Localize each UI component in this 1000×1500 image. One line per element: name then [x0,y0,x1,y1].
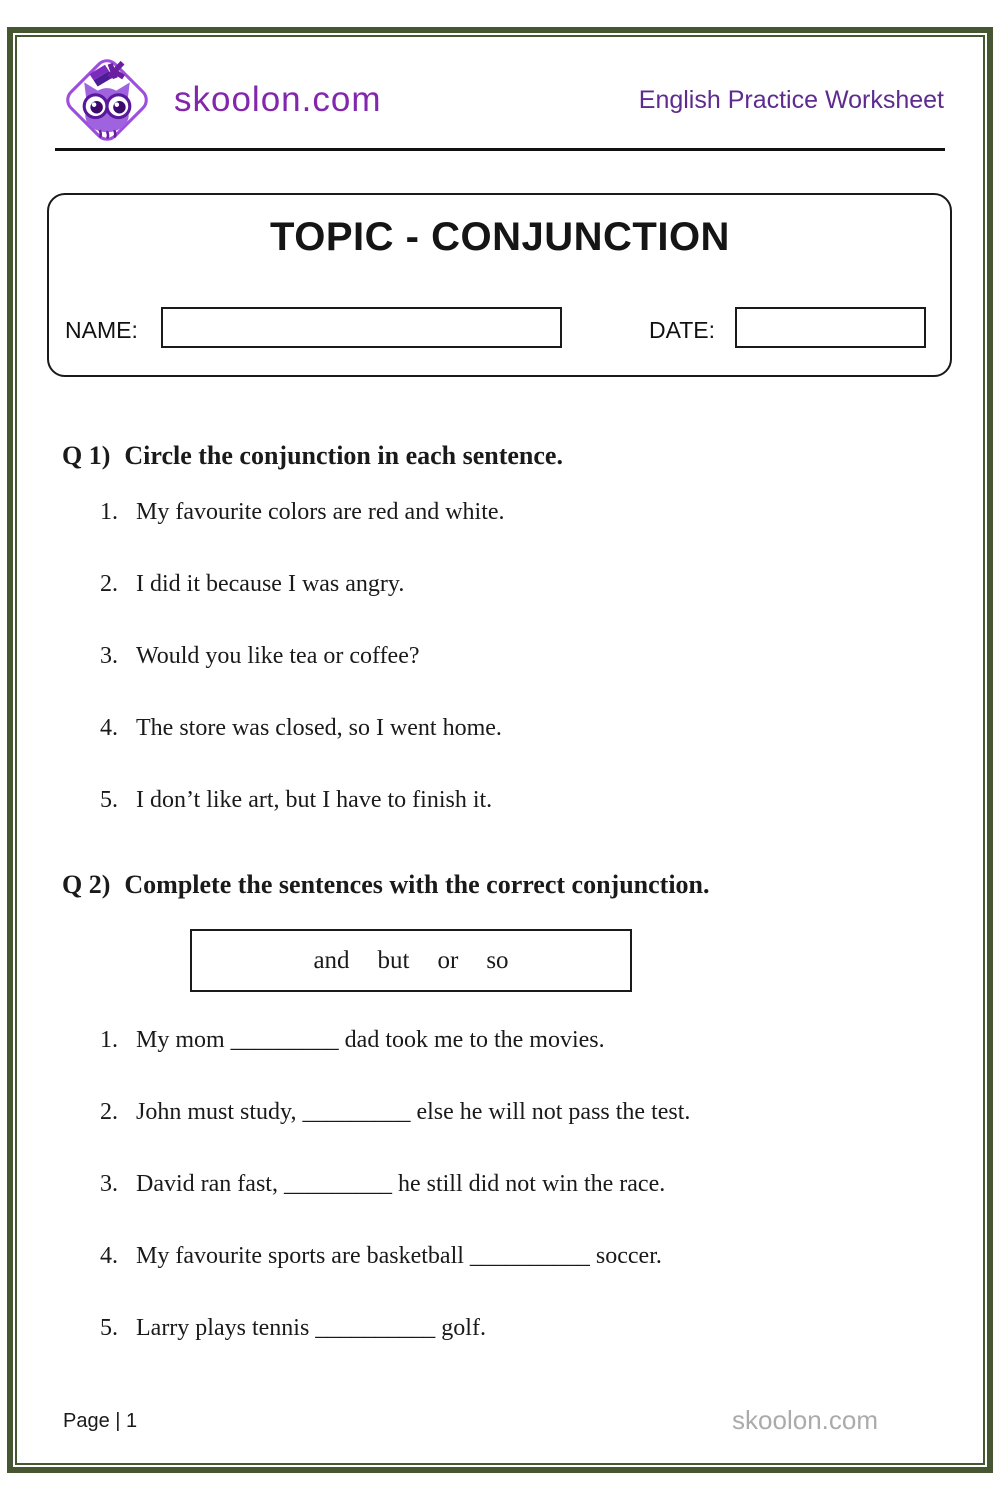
word-bank-word: but [377,946,410,974]
list-item [100,1096,960,1168]
q2-heading [62,870,710,900]
q2-label: Q 2) [62,870,111,899]
date-input[interactable] [735,307,926,348]
name-label: NAME: [65,317,138,343]
item-number: 1. [100,1027,118,1053]
footer-watermark: skoolon.com [732,1405,878,1435]
item-number: 4. [100,1243,118,1269]
item-number: 1. [100,499,118,525]
item-sentence: My favourite sports are basketball __________ soccer. [136,1243,662,1269]
q1-sentence-list [100,496,960,856]
item-sentence: The store was closed, so I went home. [136,715,502,741]
page-number: Page | 1 [63,1410,138,1432]
logo-text: skoolon.com [174,80,382,119]
item-sentence: My mom _________ dad took me to the movies. [136,1027,605,1053]
list-item [100,1312,960,1384]
word-bank-box [190,929,632,992]
owl-logo-icon [50,43,164,157]
item-sentence: John must study, _________ else he will not pass the test. [136,1099,691,1125]
item-number: 2. [100,571,118,597]
item-sentence: David ran fast, _________ he still did not win the race. [136,1171,666,1197]
q1-label: Q 1) [62,441,111,470]
header-divider [55,148,945,151]
item-number: 5. [100,787,118,813]
list-item [100,640,960,712]
item-sentence: I don’t like art, but I have to finish it. [136,787,493,813]
page-title: TOPIC - CONJUNCTION [270,215,730,259]
q2-sentence-list [100,1024,960,1384]
q1-instruction: Circle the conjunction in each sentence. [124,441,563,470]
item-number: 3. [100,643,118,669]
date-label: DATE: [649,317,716,343]
list-item [100,1024,960,1096]
q1-heading [62,441,563,471]
item-sentence: My favourite colors are red and white. [136,499,505,525]
word-bank-word: so [486,946,509,974]
item-number: 4. [100,715,118,741]
item-number: 3. [100,1171,118,1197]
item-number: 2. [100,1099,118,1125]
word-bank-word: or [437,946,459,974]
q2-instruction: Complete the sentences with the correct conjunction. [124,870,710,899]
list-item [100,784,960,856]
item-sentence: Would you like tea or coffee? [136,643,420,669]
item-number: 5. [100,1315,118,1341]
list-item [100,568,960,640]
word-bank-word: and [313,946,350,974]
list-item [100,1240,960,1312]
name-input[interactable] [161,307,562,348]
item-sentence: Larry plays tennis __________ golf. [136,1315,486,1341]
list-item [100,712,960,784]
item-sentence: I did it because I was angry. [136,571,405,597]
worksheet-type-label: English Practice Worksheet [638,86,944,114]
list-item [100,1168,960,1240]
list-item [100,496,960,568]
